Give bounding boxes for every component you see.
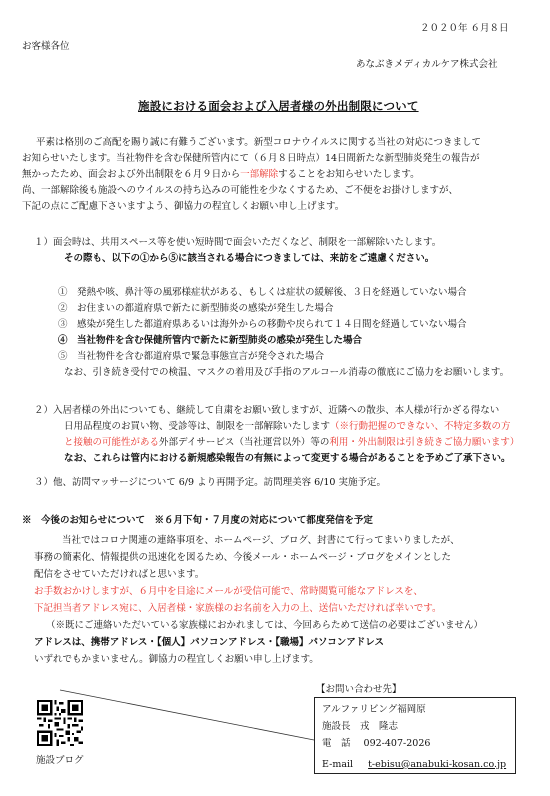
sender-company: あなぶきメディカルケア株式会社	[356, 59, 498, 70]
notice-line-5: アドレスは、携帯アドレス・【個人】パソコンアドレス・【職場】パソコンアドレス	[34, 637, 384, 648]
recipient: お客様各位	[22, 41, 70, 52]
section-2-red-note-end: 利用・外出制限は引き続きご協力願います）	[329, 437, 520, 448]
qr-caption: 施設ブログ	[36, 755, 84, 766]
condition-item-2: ② お住まいの都道府県で新たに新型肺炎の感染が発生した場合	[58, 303, 334, 314]
contact-label: 【お問い合わせ先】	[316, 684, 402, 695]
intro-line-1: 平素は格別のご高配を賜り誠に有難うございます。新型コロナウイルスに関する当社の対応につきまして	[36, 137, 481, 148]
section-2-line-2-text: 日用品程度のお買い物、受診等は、制限を一部解除いたします	[64, 421, 331, 432]
condition-item-4: ④ 当社物件を含む保健所管内で新たに新型肺炎の感染が発生した場合	[58, 335, 363, 346]
phone-number: 092-407-2026	[363, 738, 431, 749]
intro-line-3-end: することをお知らせいたします。	[278, 169, 420, 180]
document-date: ２０２０年 ６月８日	[420, 23, 509, 34]
notice-line-2: 事務の簡素化、情報提供の迅速化を図るため、今後メール・ホームページ・ブログをメインとした	[34, 552, 452, 563]
intro-line-2-text: お知らせいたします。当社物件を含む保健所管内にて（６月８日時点）14日間新たな新型肺炎発生の報告が	[22, 153, 480, 164]
qr-code-icon[interactable]	[37, 700, 83, 746]
email-link[interactable]: t-ebisu@anabuki-kosan.co.jp	[368, 759, 507, 770]
notice-red-line-1: お手数おかけしますが、６月中を目途にメールが受信可能で、常時閲覧可能なアドレスを、	[34, 586, 423, 597]
intro-line-4: 尚、一部解除後も施設へのウイルスの持ち込みの可能性を少なくするため、ご不便をお掛けしますが、	[22, 185, 459, 196]
notice-line-1: 当社ではコロナ関連の連絡事項を、ホームページ、ブログ、封書にて行ってまいりましたが、	[62, 535, 460, 546]
section-2-red-note: （※行動把握のできない、不特定多数の方	[330, 421, 511, 432]
intro-line-3	[22, 168, 420, 181]
section-1-note: なお、引き続き受付での検温、マスクの着用及び手指のアルコール消毒の徹底にご協力をお願いします。	[64, 367, 510, 378]
contact-email-row	[322, 758, 506, 771]
section-2-line-3	[64, 436, 519, 449]
section-2-line-2	[64, 420, 511, 433]
condition-item-5: ⑤ 当社物件を含む都道府県で緊急事態宣言が発令された場合	[58, 351, 325, 362]
intro-line-3-text: 無かったため、面会および外出制限を６月９日から	[22, 169, 241, 180]
email-label: E-mail	[322, 759, 354, 770]
notice-line-3: 配信をさせていただければと思います。	[34, 569, 205, 580]
contact-phone-row	[322, 737, 430, 750]
notice-line-4: （※既にご連絡いただいている家族様におかれましては、今回あらためて送信の必要はございません）	[46, 620, 484, 631]
notice-line-6: いずれでもかまいません。御協力の程宜しくお願い申し上げます。	[34, 654, 319, 665]
page-title: 施設における面会および入居者様の外出制限について	[138, 99, 419, 113]
intro-line-2	[22, 152, 480, 165]
contact-director: 施設長 戎 隆志	[322, 721, 399, 732]
intro-line-5: 下記の点にご配慮下さいますよう、御協力の程宜しくお願い申し上げます。	[22, 201, 345, 212]
notice-heading: ※ 今後のお知らせについて ※６月下旬・７月度の対応について都度発信を予定	[22, 515, 373, 526]
condition-item-1: ① 発熱や咳、鼻汁等の風邪様症状がある、もしくは症状の緩解後、３日を経過していない場合	[58, 287, 467, 298]
notice-red-line-2: 下記担当者アドレス宛に、入居者様・家族様のお名前を入力の上、送信いただければ幸いです。	[34, 603, 442, 614]
section-1-line-1: １）面会時は、共用スペース等を使い短時間で面会いただくなど、制限を一部解除いたします。	[34, 237, 442, 248]
section-2-red-note-cont: と接触の可能性がある	[64, 437, 160, 448]
contact-facility: アルファリビング福岡原	[322, 704, 426, 715]
section-2-line-1: ２）入居者様の外出についても、継続して自粛をお願い致しますが、近隣への散歩、本人様が行かざる得ない	[34, 405, 500, 416]
section-2-line-4: なお、これらは管内における新規感染報告の有無によって変更する場合があることを予めご了承下さい。	[64, 453, 511, 464]
section-2-line-3-text: 外部デイサービス（当社運営以外）等の	[159, 437, 330, 448]
section-3: ３）他、訪問マッサージについて 6/9 より再開予定。訪問理美容 6/10 実施予定。	[34, 477, 386, 488]
phone-label: 電 話	[322, 738, 351, 749]
section-1-line-2: その際も、以下の①から⑤に該当される場合につきましては、来訪をご遠慮ください。	[64, 253, 435, 264]
partial-lift-highlight: 一部解除	[240, 169, 279, 180]
condition-item-3: ③ 感染が発生した都道府県あるいは海外からの移動や戻られて１４日間を経過していない場合	[58, 319, 467, 330]
